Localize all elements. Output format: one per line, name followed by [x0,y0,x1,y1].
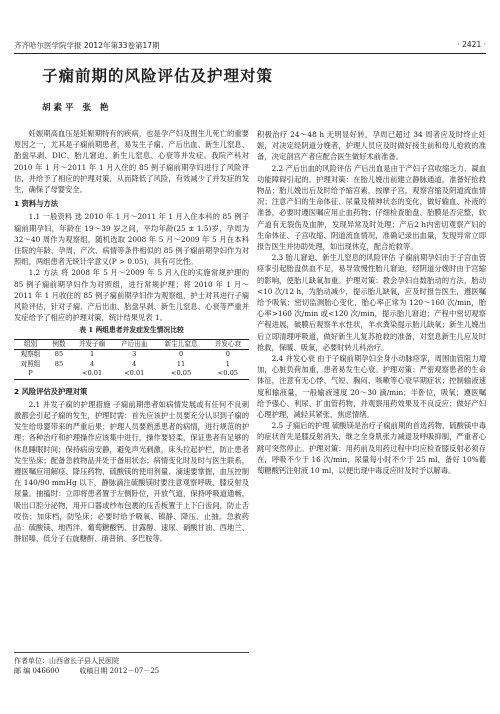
journal-name: 齐齐哈尔医学院学报 2012年第33卷第17期 [14,41,160,50]
table-cell: 对照组 [20,359,41,368]
table-cell: <0.01 [81,369,103,378]
table-header-cell: 例数 [52,339,66,348]
table-cell: 11 [176,359,186,368]
postpartum-care-paragraph: 2.5 子痫后的护理 硫酸镁是治疗子痫前期的首选药物，硫酸镁中毒的症状首先是膝反射消失，继之全身肌张力减退及呼吸抑制，严重者心跳可突然停止。护理对策：用药前及用药过程中均应检查膝反射必须存在，呼吸不少于 16 次/min，尿量每小时不少于 25 ml，备好 10%葡萄糖酸钙注射液 10 ml，以便出现中毒反应时及时予以解毒。 [257,421,486,476]
header-rule [14,53,486,54]
table-row [14,369,249,379]
postal-code: 邮 编 046600 [14,667,60,675]
footnote [14,656,249,676]
received-date: 收稿日期 2012－07－25 [79,667,160,675]
table-cell: 3 [132,350,137,359]
table-header-cell: 新生儿窒息 [164,339,198,348]
general-info-paragraph: 1.1 一般资料 选 2010 年 1 月～2011 年 1 月入住本科的 85 例子痫前期孕妇，年龄在 19～39 岁之间，平均年龄(25 ± 1.5)岁，孕周为 32～40 周作为观察组，随机选取 2008 年 5 月～2009 年 5 月在本科住院的年龄、孕周、产次、病情等条件相似的 85 例子痫前期孕妇作为对照组，两组患者无统计学意义(P > 0.05)，具有可比性。 [14,212,249,267]
footnote-codes [14,666,249,676]
table-header-cell: 并发子痫 [78,339,106,348]
section-heading-materials: 1 资料与方法 [14,199,59,209]
table-cell: 0 [178,350,184,359]
table-cell: 85 [54,350,64,359]
table-cell: 4 [89,359,95,368]
complication-table [14,339,249,380]
page-number: · 2421 · [457,40,486,49]
author-unit: 作者单位：山西省长子县人民医院 [14,657,119,665]
table-cell [47,369,71,379]
table-cell: 1 [89,350,95,359]
table-header-cell: 并发心衰 [214,339,242,348]
heart-failure-paragraph: 2.4 并发心衰 由于子痫前期孕妇全身小动脉痉挛，周围血管阻力增加，心脏负荷加重，患者易发生心衰。护理对策：严密观察患者的生命体征，注意有无心悸、气短、胸闷、咳嗽等心衰早期症状；控制输液速度和输液量，一般输液速度 20～30 滴/min；半卧位，吸氧；遵医嘱给予强心、利尿、扩血管药物，并观察用药效果及不良反应；做好产妇心理护理，减轻其紧张、焦虑情绪。 [257,354,486,420]
termination-paragraph: 积极治疗 24～48 h 无明显好转，孕周已超过 34 周者应及时终止妊娠，对决定经阴道分娩者，护理人员应及时做好接生前和母儿抢救的准备，决定剖宫产者应配合医生做好术前准备。 [257,130,486,162]
section-heading-assessment: 2 风险评估及护理对策 [14,386,88,396]
table-cell: P [28,369,33,378]
eclampsia-care-paragraph: 2.1 并发子痫的护理措施 子痫前期患者如病情发展或有任何不良刺激都会引起子痫的发生，护理时需：首先应该护士员要充分认识到子痫的发生给母婴带来的严重后果；护理人员要熟悉患者的病情，进行规范的护理；各种治疗和护理操作应该集中进行，操作要轻柔，保证患者有足够的休息睡眠时间；保持病房安静，避免声光刺激，床头拉起护栏，防止患者发生坠床；配备急救物品并处于备用状态；病情变化时及时与医生联系，遵医嘱应用解痉、降压药物，硫酸镁的使用剂量、滴速要掌握，血压控制在 140/90 mmHg 以下，静脉滴注硫酸镁时要注意观察呼吸、膝反射及尿量。抽搐时：立即将患者置于左侧卧位，开放气道，保持呼吸道通畅，吸出口腔分泌物，用开口器或纱布包裹的压舌板置于上下臼齿间，防止舌咬伤；加床档，防坠床；必要时给予吸氧、镇静、降压、止抽。急救药品：硫酸镁、地西泮、葡萄糖酸钙、甘露醇、速尿、硝酸甘油、西地兰、肼屈嗪、低分子右旋糖酐、硝普钠、多巴胺等。 [14,399,249,544]
footer-rule [14,652,249,653]
table-cell: <0.05 [170,369,192,378]
article-authors: 胡素平 张 艳 [42,103,112,113]
right-column [257,129,486,476]
table-cell: 0 [225,350,230,359]
table-cell: <0.01 [124,369,145,378]
table-cell: <0.05 [217,369,238,378]
table-cell: 4 [132,359,137,368]
article-title: 子痫前期的风险评估及护理对策 [42,67,274,85]
postpartum-hemorrhage-paragraph: 2.2 产后出血的风险评估 产后出血是由于产妇子宫收缩乏力、凝血功能障碍引起的。护理对策：在胎儿娩出前建立静脉通道，准备好抢救物品；胎儿娩出后及时给予缩宫素，按摩子宫，观察宫缩及阴道流血情况；注意产妇的生命体征、尿量及精神状态的变化，做好输血、补液的准备，必要时遵医嘱应用止血药物；仔细检查胎盘、胎膜是否完整，软产道有无裂伤及血肿，发现异常及时处理；产后2 h内密切观察产妇的生命体征、子宫收缩、阴道流血情况，准确记录出血量，发现异常立即报告医生并协助处理，如出现休克，配合抢救等。 [257,163,486,252]
left-column [14,128,249,545]
fetal-distress-paragraph: 2.3 胎儿窘迫、新生儿窒息的风险评估 子痫前期孕妇由于子宫血管痉挛引起胎盘供血不足，易导致慢性胎儿窘迫，经阴道分娩时由于宫缩的影响，使胎儿缺氧加重。护理对策：教会孕妇自数胎动的方法，胎动<10 次/12 h，为胎动减少，提示胎儿缺氧，应及时报告医生，遵医嘱给予吸氧；密切监测胎心变化，胎心率正常为 120～160 次/min，胎心率>160 次/min 或<120 次/min，提示胎儿窘迫；产程中密切观察产程进展，破膜后观察羊水性状，羊水粪染提示胎儿缺氧；新生儿娩出后立即清理呼吸道，做好新生儿复苏抢救的准备，对窒息新生儿应及时抢救，保暖、吸氧，必要时转儿科治疗。 [257,253,486,352]
table-header-cell: 组别 [23,339,38,348]
intro-paragraph: 妊娠期高血压是妊娠期特有的疾病，也是孕产妇及围生儿死亡的重要原因之一，尤其是子痫前期患者，易发生子痫、产后出血、新生儿窒息、胎盘早剥、DIC、胎儿窘迫、新生儿窒息、心衰等并发症。我院产科对 2010 年 1 月～2011 年 1 月入住的 85 例子痫前期孕妇进行了风险评估，并给予了相应的护理对策，从而降低了风险，有效减少了并发症的发生，确保了母婴安全。 [14,129,249,195]
table-cell: 85 [54,359,64,368]
table-header-row [14,339,249,350]
table-cell: 观察组 [20,350,41,359]
methods-paragraph: 1.2 方法 将 2008 年 5 月～2009 年 5 月入住的实施常规护理的 85 例子痫前期孕妇作为对照组，进行常规护理；将 2010 年 1 月～2011 年 1 月收住的 85 例子痫前期孕妇作为观察组，护士对其进行子痫风险评估，针对子痫、产后出血、胎盘早剥、新生儿窒息、心衰等严重并发症给予了相应的护理对策，统计结果见表 1。 [14,268,249,323]
table-cell: 1 [225,359,230,368]
table-header-cell: 产后出血 [121,339,148,348]
table-row [14,350,249,360]
table-caption: 表 1 两组患者并发症发生情况比较 [79,326,184,335]
running-header [14,40,486,52]
table-row [14,360,249,370]
